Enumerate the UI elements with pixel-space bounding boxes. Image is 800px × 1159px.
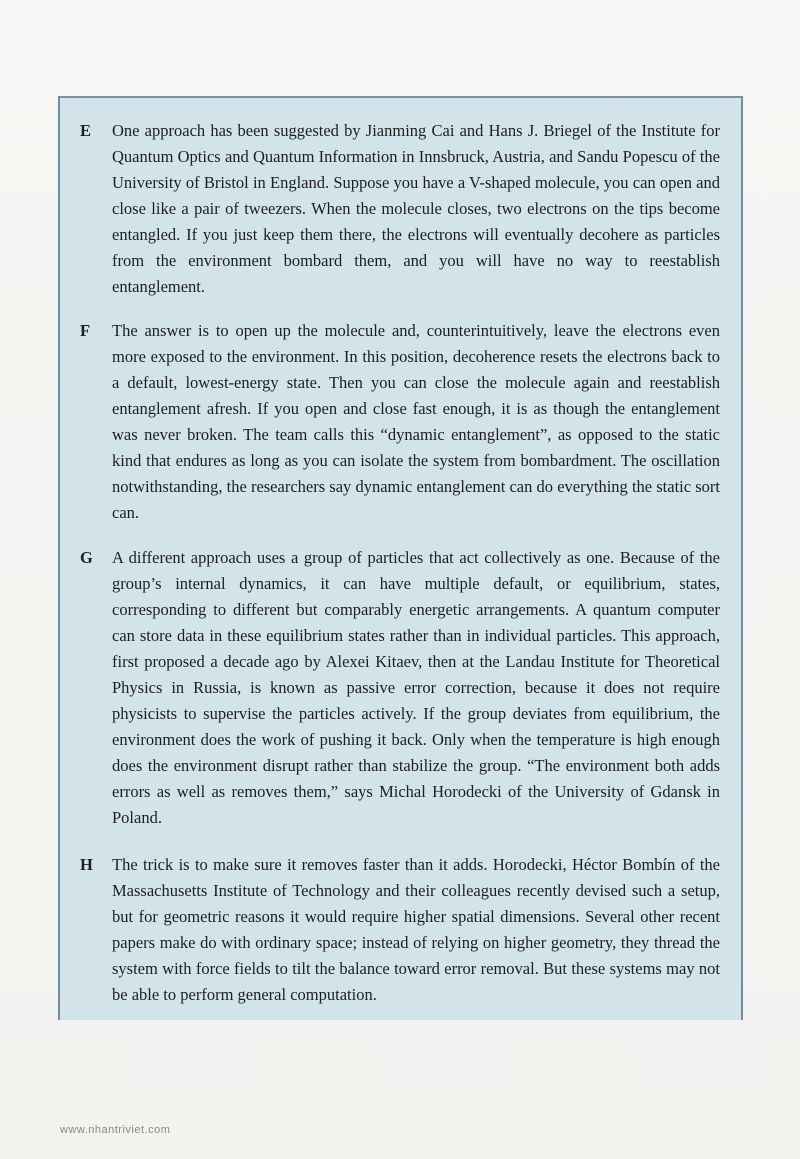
paragraph-letter-h: H bbox=[80, 855, 93, 874]
paragraph-g: A different approach uses a group of particles that act collectively as one. Because of the group’s internal dynamics, it can have multiple default, or equilibrium, states, corresponding to different but comparably energetic arrangements. A quantum computer can store data in these equilibrium states rather than in individual particles. This approach, first proposed a decade ago by Alexei Kitaev, then at the Landau Institute for Theoretical Physics in Russia, is known as passive error correction, because it does not require physicists to supervise the particles actively. If the group deviates from equilibrium, the environment does the work of pushing it back. Only when the temperature is high enough does the environment disrupt rather than stabilize the group. “The environment both adds errors as well as removes them,” says Michal Horodecki of the University of Gdansk in Poland. bbox=[112, 548, 720, 827]
footer-url: www.nhantriviet.com bbox=[60, 1124, 171, 1136]
paragraph-letter-e: E bbox=[80, 121, 92, 140]
paragraph-f: The answer is to open up the molecule and, counterintuitively, leave the electrons even more exposed to the environment. In this position, decoherence resets the electrons back to a default, lowest-energy state. Then you can close the molecule again and reestablish entanglement afresh. If you open and close fast enough, it is as though the entanglement was never broken. The team calls this “dynamic entanglement”, as opposed to the static kind that endures as long as you can isolate the system from bombardment. The oscillation notwithstanding, the researchers say dynamic entanglement can do everything the static sort can. bbox=[112, 321, 720, 522]
paragraph-h: The trick is to make sure it removes faster than it adds. Horodecki, Héctor Bombín of the Massachusetts Institute of Technology and their colleagues recently devised such a setup, but for geometric reasons it would require higher spatial dimensions. Several other recent papers make do with ordinary space; instead of relying on higher geometry, they thread the system with force fields to tilt the balance toward error removal. But these systems may not be able to perform general computation. bbox=[112, 855, 720, 1004]
paragraph-e: One approach has been suggested by Jianming Cai and Hans J. Briegel of the Institute for Quantum Optics and Quantum Information in Innsbruck, Austria, and Sandu Popescu of the University of Bristol in England. Suppose you have a V-shaped molecule, you can open and close like a pair of tweezers. When the molecule closes, two electrons on the tips become entangled. If you just keep them there, the electrons will eventually decohere as particles from the environment bombard them, and you will have no way to reestablish entanglement. bbox=[112, 121, 720, 296]
paragraph-letter-g: G bbox=[80, 548, 93, 567]
paragraph-letter-f: F bbox=[80, 321, 91, 340]
